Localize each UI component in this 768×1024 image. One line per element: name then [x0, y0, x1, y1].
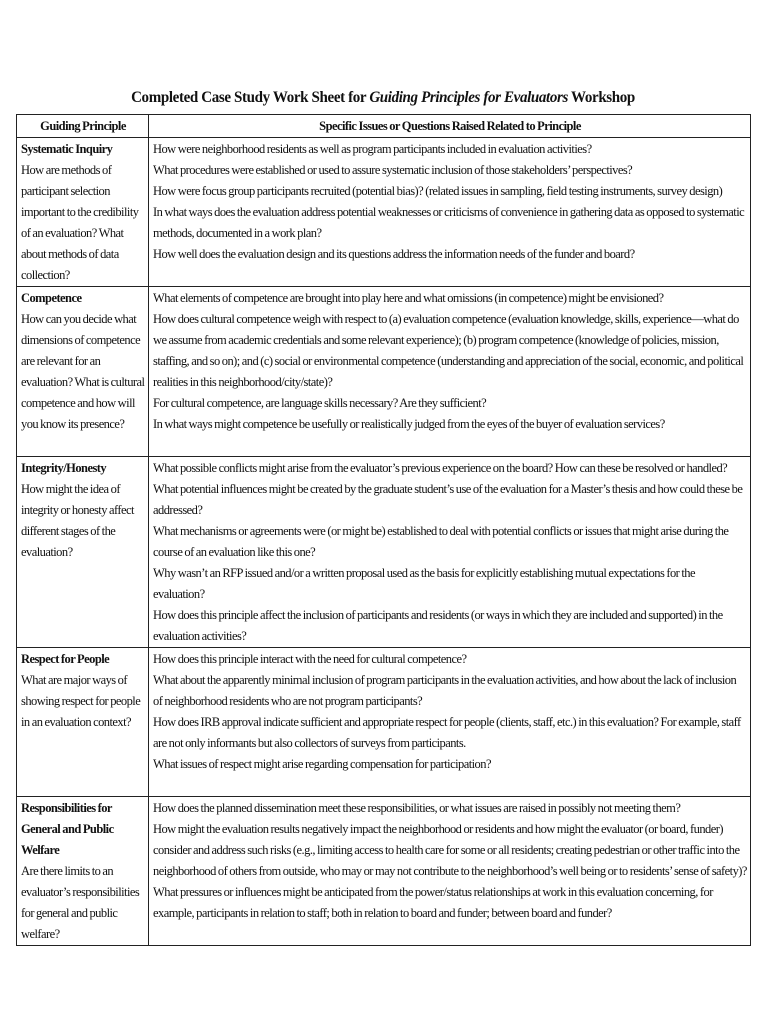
issues-cell: [149, 797, 751, 946]
principle-description: What are major ways of showing respect for people in an evaluation context?: [21, 673, 141, 729]
table-row: [17, 797, 751, 946]
issue-text: How does IRB approval indicate sufficient and appropriate respect for people (clients, staff, etc.) in this evaluation? For example, staff are not only informants but also collectors of surveys from participants.: [153, 715, 741, 750]
issue-text: For cultural competence, are language skills necessary? Are they sufficient?: [153, 396, 487, 410]
issue-text: What elements of competence are brought into play here and what omissions (in competence) might be envisioned?: [153, 291, 664, 305]
principle-description: Are there limits to an evaluator’s responsibilities for general and public welfare?: [21, 864, 140, 941]
principle-name: Integrity/Honesty: [21, 461, 107, 475]
issue-text: What procedures were established or used to assure systematic inclusion of those stakeholders’ perspectives?: [153, 163, 633, 177]
issues-cell: [149, 457, 751, 648]
principle-name: Competence: [21, 291, 82, 305]
page-title: [38, 89, 728, 107]
issue-text: What possible conflicts might arise from the evaluator’s previous experience on the board? How can these be resolved or handled? What potential influences might be created by the graduate student’s use of the evaluation for a Master’s thesis and how could these be addressed?: [153, 461, 743, 517]
principle-description: How can you decide what dimensions of competence are relevant for an evaluation? What is cultural competence and how will you know its presence?: [21, 312, 145, 431]
issue-text: What pressures or influences might be anticipated from the power/status relationships at work in this evaluation concerning, for example, participants in relation to staff; both in relation to board and funder; between board and funder?: [153, 885, 713, 920]
principle-name: Responsibilities for General and Public Welfare: [21, 801, 114, 857]
issue-text: In what ways does the evaluation address potential weaknesses or criticisms of convenience in gathering data as opposed to systematic methods, documented in a work plan?: [153, 205, 745, 240]
header-specific-issues: Specific Issues or Questions Raised Related to Principle: [149, 115, 751, 138]
principle-cell: [17, 287, 149, 457]
worksheet-table: [16, 114, 751, 946]
table-row: [17, 457, 751, 648]
issue-text: How were neighborhood residents as well as program participants included in evaluation activities?: [153, 142, 592, 156]
issue-text: What about the apparently minimal inclusion of program participants in the evaluation activities, and how about the lack of inclusion of neighborhood residents who are not program participants?: [153, 673, 737, 708]
principle-description: How might the idea of integrity or honesty affect different stages of the evaluation?: [21, 482, 134, 559]
table-row: [17, 138, 751, 287]
issues-cell: [149, 287, 751, 457]
issue-text: Why wasn’t an RFP issued and/or a written proposal used as the basis for explicitly establishing mutual expectations for the evaluation?: [153, 566, 695, 601]
table-header-row: [17, 115, 751, 138]
issue-text: How were focus group participants recruited (potential bias)? (related issues in sampling, field testing instruments, survey design): [153, 184, 723, 198]
table-row: [17, 648, 751, 797]
table-row: [17, 287, 751, 457]
issue-text: How might the evaluation results negatively impact the neighborhood or residents and how might the evaluator (or board, funder) consider and address such risks (e.g., limiting access to health care for some or all residents; creating pedestrian or other traffic into the neighborhood of others from outside, who may or may not contribute to the neighborhood’s well being or to residents’ sense of safety)?: [153, 822, 747, 878]
header-guiding-principle: Guiding Principle: [17, 115, 149, 138]
principle-name: Systematic Inquiry: [21, 142, 113, 156]
issue-text: How does the planned dissemination meet these responsibilities, or what issues are raised in possibly not meeting them?: [153, 801, 681, 815]
principle-cell: [17, 138, 149, 287]
issues-cell: [149, 138, 751, 287]
issue-text: What issues of respect might arise regarding compensation for participation?: [153, 757, 491, 771]
principle-description: How are methods of participant selection important to the credibility of an evaluation? What about methods of data collection?: [21, 163, 139, 282]
title-emphasis: Guiding Principles for Evaluators: [369, 89, 568, 106]
issue-text: In what ways might competence be usefully or realistically judged from the eyes of the buyer of evaluation services?: [153, 417, 665, 431]
principle-cell: [17, 648, 149, 797]
issue-text: How does this principle interact with the need for cultural competence?: [153, 652, 467, 666]
principle-cell: [17, 457, 149, 648]
principle-name: Respect for People: [21, 652, 110, 666]
issues-cell: [149, 648, 751, 797]
issue-text: How well does the evaluation design and its questions address the information needs of the funder and board?: [153, 247, 635, 261]
title-suffix: Workshop: [567, 89, 635, 106]
issue-text: How does this principle affect the inclusion of participants and residents (or ways in which they are included and supported) in the evaluation activities?: [153, 608, 723, 643]
principle-cell: [17, 797, 149, 946]
issue-text: How does cultural competence weigh with respect to (a) evaluation competence (evaluation knowledge, skills, experience—what do we assume from academic credentials and some relevant experience); (b) program competence (knowledge of policies, mission, staffing, and so on); and (c) social or environmental competence (understanding and appreciation of the social, economic, and political realities in this neighborhood/city/state)?: [153, 312, 744, 389]
issue-text: What mechanisms or agreements were (or might be) established to deal with potential conflicts or issues that might arise during the course of an evaluation like this one?: [153, 524, 729, 559]
title-prefix: Completed Case Study Work Sheet for: [131, 89, 370, 106]
